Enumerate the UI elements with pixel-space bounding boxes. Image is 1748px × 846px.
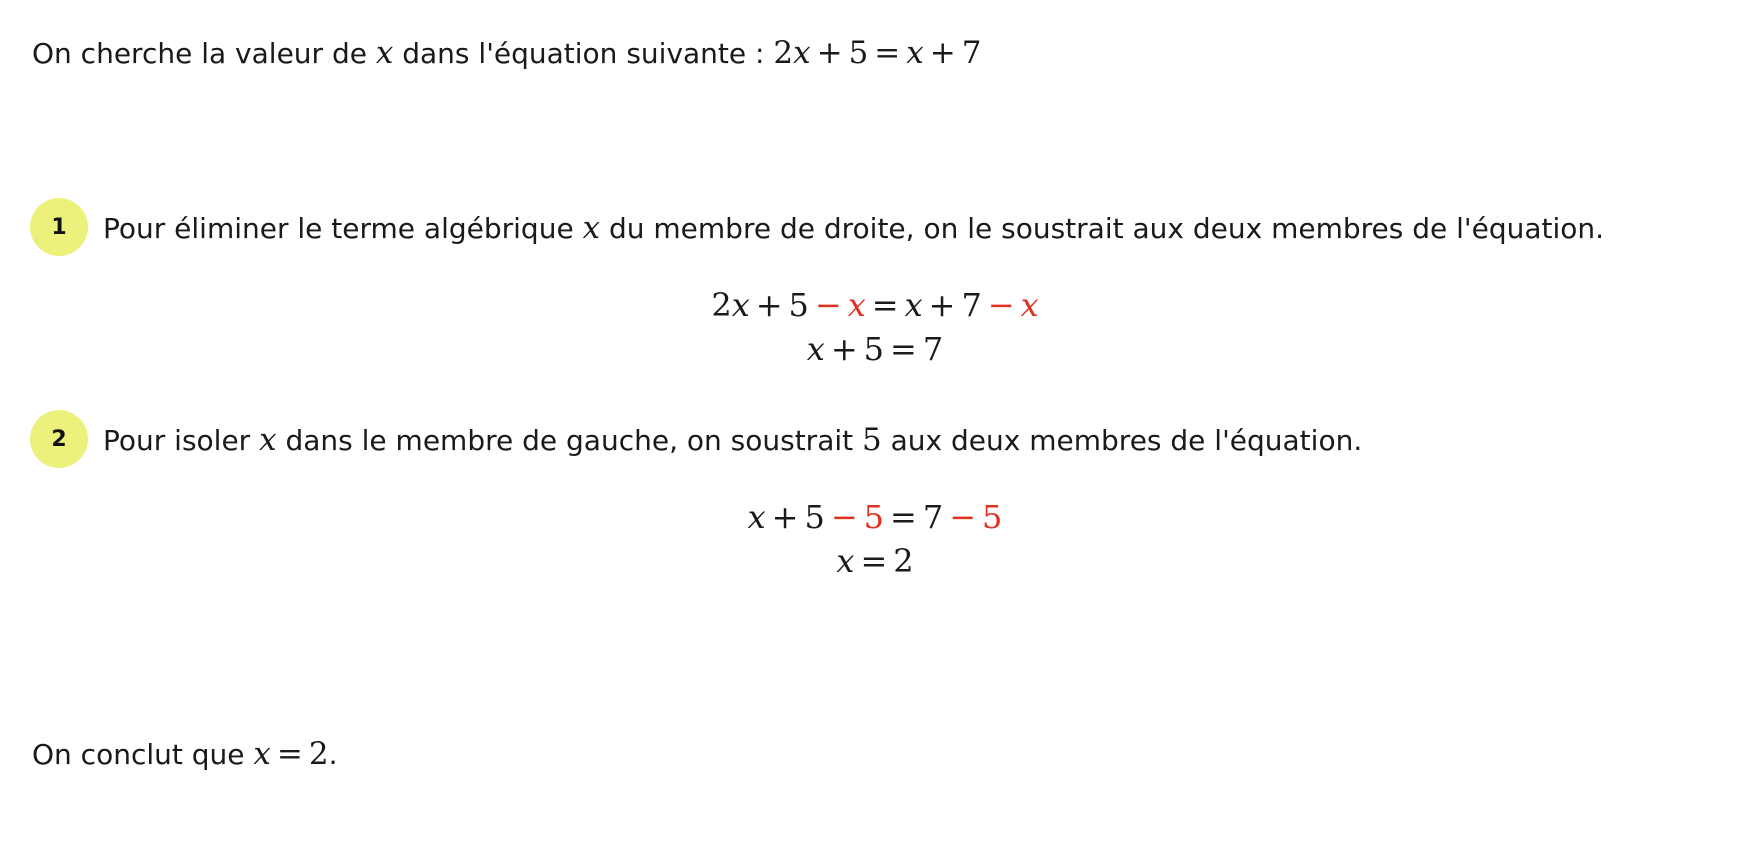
eq-highlight-operator: − bbox=[987, 286, 1015, 324]
intro-prefix: On cherche la valeur de bbox=[32, 37, 376, 70]
eq-operator: + bbox=[771, 498, 799, 536]
step-1-equations bbox=[30, 283, 1720, 371]
conclusion bbox=[32, 736, 338, 773]
step-number-badge: 2 bbox=[30, 410, 88, 468]
eq-operator: = bbox=[871, 286, 899, 324]
step-2-equations bbox=[30, 495, 1720, 583]
eq-term: 7 bbox=[961, 286, 982, 324]
eq-operator: = bbox=[890, 498, 917, 536]
eq-highlight-term: 5 bbox=[863, 498, 885, 536]
eq-term: x bbox=[793, 35, 811, 71]
eq-term: x bbox=[904, 286, 923, 324]
eq-term: 2 bbox=[711, 286, 732, 324]
equation-line bbox=[30, 283, 1720, 327]
eq-operator: + bbox=[830, 330, 858, 368]
conclusion-punctuation: . bbox=[328, 738, 338, 771]
step-1-explanation bbox=[103, 210, 1604, 247]
eq-operator: = bbox=[860, 542, 888, 580]
eq-term: x bbox=[747, 498, 766, 536]
eq-term: x bbox=[806, 330, 825, 368]
step-text: aux deux membres de l'équation. bbox=[881, 424, 1363, 457]
eq-term: 7 bbox=[922, 498, 944, 536]
conclusion-value: 2 bbox=[308, 736, 329, 772]
conclusion-operator: = bbox=[276, 736, 303, 772]
intro-statement bbox=[32, 35, 981, 72]
equation-line bbox=[30, 539, 1720, 583]
eq-term: x bbox=[731, 286, 750, 324]
step-text: dans le membre de gauche, on soustrait bbox=[276, 424, 863, 457]
eq-term: x bbox=[836, 542, 855, 580]
step-text: Pour isoler bbox=[103, 424, 260, 457]
eq-term: 7 bbox=[961, 35, 982, 71]
eq-term: 5 bbox=[848, 35, 869, 71]
step-text: Pour éliminer le terme algébrique bbox=[103, 212, 583, 245]
eq-highlight-term: x bbox=[1020, 286, 1039, 324]
step-2-explanation bbox=[103, 422, 1362, 459]
step-number-value: 5 bbox=[862, 422, 882, 458]
eq-highlight-term: x bbox=[847, 286, 866, 324]
eq-term: x bbox=[906, 35, 924, 71]
eq-term: 2 bbox=[773, 35, 794, 71]
eq-operator: + bbox=[929, 35, 956, 71]
eq-highlight-operator: − bbox=[830, 498, 858, 536]
step-text: du membre de droite, on le soustrait aux deux membres de l'équation. bbox=[600, 212, 1605, 245]
eq-operator: = bbox=[890, 330, 917, 368]
intro-variable: x bbox=[375, 35, 394, 71]
eq-operator: + bbox=[928, 286, 956, 324]
eq-term: 5 bbox=[863, 330, 885, 368]
equation-line bbox=[30, 495, 1720, 539]
eq-highlight-operator: − bbox=[949, 498, 976, 536]
eq-operator: + bbox=[816, 35, 843, 71]
eq-highlight-term: 5 bbox=[982, 498, 1003, 536]
eq-term: 5 bbox=[804, 498, 825, 536]
eq-term: 7 bbox=[922, 330, 944, 368]
eq-term: 2 bbox=[893, 542, 914, 580]
step-variable: x bbox=[582, 210, 601, 246]
conclusion-variable: x bbox=[253, 736, 271, 772]
eq-highlight-operator: − bbox=[814, 286, 842, 324]
equation-line bbox=[30, 327, 1720, 371]
conclusion-text: On conclut que bbox=[32, 738, 254, 771]
step-variable: x bbox=[259, 422, 277, 458]
intro-equation bbox=[773, 35, 981, 71]
step-number-badge: 1 bbox=[30, 198, 88, 256]
eq-operator: + bbox=[755, 286, 783, 324]
eq-operator: = bbox=[874, 35, 901, 71]
eq-term: 5 bbox=[788, 286, 809, 324]
intro-middle: dans l'équation suivante : bbox=[393, 37, 774, 70]
